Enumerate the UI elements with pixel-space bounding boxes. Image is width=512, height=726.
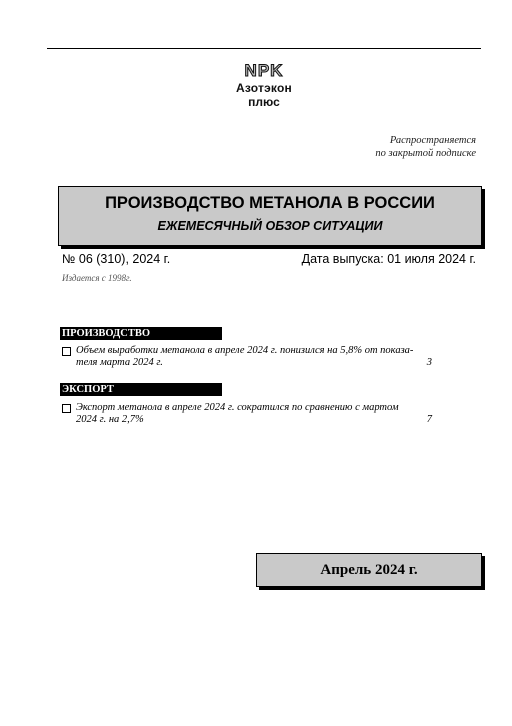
document-title: ПРОИЗВОДСТВО МЕТАНОЛА В РОССИИ: [105, 194, 435, 212]
checkbox-bullet-icon: [62, 404, 71, 413]
page-number: 3: [426, 357, 432, 368]
published-since: Издается с 1998г.: [62, 273, 132, 283]
distribution-line-2: по закрытой подписке: [375, 148, 476, 159]
section-heading-production: ПРОИЗВОДСТВО: [60, 327, 222, 340]
contents-item-text: [76, 345, 476, 369]
period-box: Апрель 2024 г.: [256, 553, 482, 587]
top-rule: [47, 48, 481, 49]
contents-item-production[interactable]: [62, 345, 476, 371]
contents-item-text: [76, 402, 476, 426]
logo-plus: плюс: [248, 95, 280, 109]
contents-item-export[interactable]: [62, 402, 476, 428]
document-subtitle: ЕЖЕМЕСЯЧНЫЙ ОБЗОР СИТУАЦИИ: [157, 219, 383, 233]
title-box: [58, 186, 482, 246]
contents-item-line-2: 2024 г. на 2,7%: [76, 414, 144, 425]
release-date: Дата выпуска: 01 июля 2024 г.: [301, 252, 476, 266]
checkbox-bullet-icon: [62, 347, 71, 356]
logo-azotekon: Азотэкон: [236, 81, 292, 95]
issue-number: № 06 (310), 2024 г.: [62, 252, 171, 266]
contents-item-line-1: Объем выработки метанола в апреле 2024 г. понизился на 5,8% от показа-: [76, 345, 414, 356]
page-number: 7: [426, 414, 432, 425]
contents-item-line-2: теля марта 2024 г.: [76, 357, 163, 368]
distribution-line-1: Распространяется: [389, 135, 476, 146]
section-heading-export: ЭКСПОРТ: [60, 383, 222, 396]
distribution-note: [276, 134, 476, 160]
logo-npk: NPK: [244, 61, 284, 80]
contents-item-line-1: Экспорт метанола в апреле 2024 г. сократился по сравнению с мартом: [76, 402, 399, 413]
company-logo: [228, 62, 300, 122]
